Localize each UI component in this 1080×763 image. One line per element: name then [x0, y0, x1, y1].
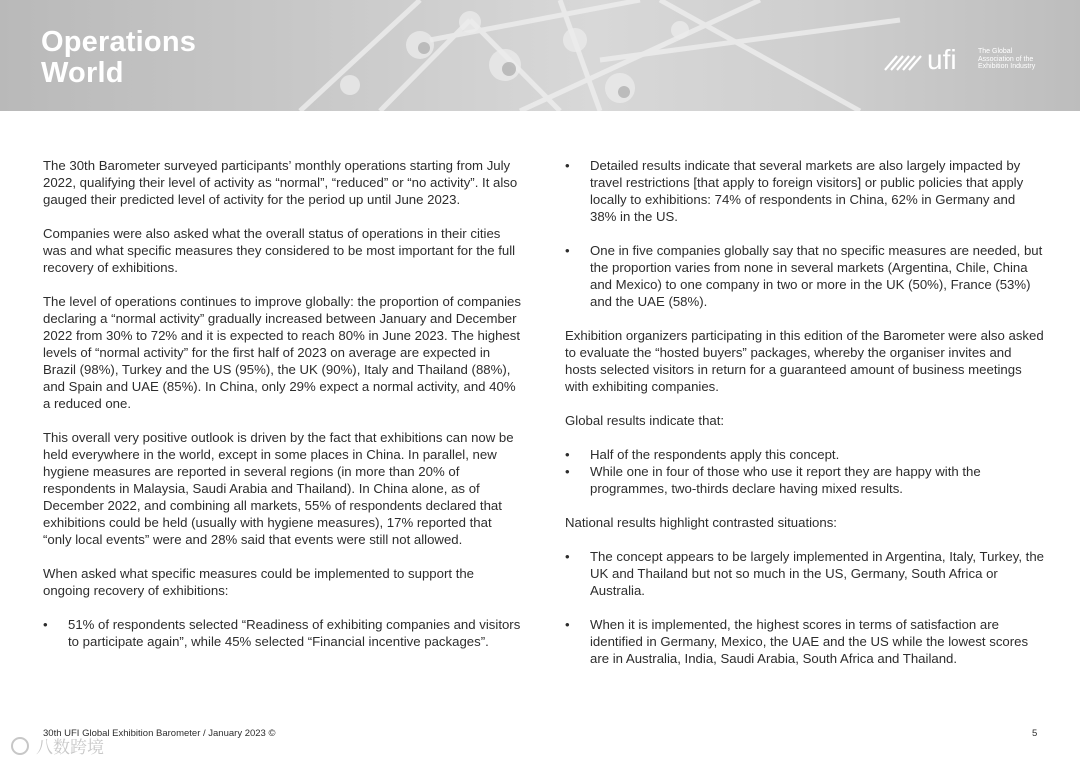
header-banner: [0, 0, 1080, 111]
ufi-logo-mark: [883, 44, 975, 72]
watermark-icon: [12, 738, 28, 754]
right-bullet-2: • One in five companies globally say that no specific measures are needed, but the proportion varies from none in several markets (Argentina, Chile, China and Mexico) to one company in two or more in the UK (50%), France (53%) and the UAE (58%).: [565, 242, 1045, 310]
logo-tagline-line-2: Association of the: [978, 55, 1034, 63]
left-paragraph-2: Companies were also asked what the overall status of operations in their cities was and what specific measures they considered to be most important for the full recovery of exhibitions.: [43, 226, 516, 275]
left-bullet-list: [43, 616, 523, 650]
left-paragraph-3: The level of operations continues to improve globally: the proportion of companies declaring a “normal activity” gradually increased between January and December 2022 from 30% to 72% and it is expected to reach 80% in June 2023. The highest levels of “normal activity” for the first half of 2023 on average are expected in Brazil (98%), Turkey and the US (95%), the UK (90%), Italy and Thailand (88%), and Spain and UAE (85%). In China, only 29% expect a normal activity, and 40% a reduced one.: [43, 294, 521, 411]
ufi-logo: [883, 42, 1053, 74]
left-paragraph-4: This overall very positive outlook is driven by the fact that exhibitions can now be held everywhere in the world, except in some places in China. In parallel, new hygiene measures are reported in several regions (in more than 20% of respondents in Malaysia, Saudi Arabia and Thailand). In China alone, as of December 2022, and combining all markets, 55% of respondents declared that exhibitions could be held (usually with hygiene measures), 17% reported that “only local events” were and 28% said that events were still not allowed.: [43, 430, 514, 547]
watermark-text: 八数跨境: [36, 738, 104, 758]
left-column: [43, 157, 523, 667]
right-bullet-4: • While one in four of those who use it report they are happy with the programmes, two-thirds declare having mixed results.: [565, 463, 1045, 497]
logo-tagline: [978, 48, 1058, 71]
right-paragraph-2: Global results indicate that:: [565, 413, 725, 428]
right-bullet-1: • Detailed results indicate that several markets are also largely impacted by travel restrictions [that apply to foreign visitors] or public policies that apply locally to exhibitions: 74% of respondents in China, 62% in Germany and 38% in the US.: [565, 157, 1045, 225]
left-bullet-1: • 51% of respondents selected “Readiness of exhibiting companies and visitors to participate again”, while 45% selected “Financial incentive packages”.: [43, 616, 523, 650]
right-bullet-list-2: [565, 446, 1045, 497]
ufi-logo-wordmark: ufi: [927, 44, 957, 72]
right-bullet-list-3: [565, 548, 1045, 667]
left-paragraph-1: The 30th Barometer surveyed participants’ monthly operations starting from July 2022, qualifying their level of activity as “normal”, “reduced” or “no activity”. It also gauged their predicted level of activity for the period up until June 2023.: [43, 158, 518, 207]
logo-tagline-line-1: The Global: [978, 48, 1013, 55]
right-paragraph-3: National results highlight contrasted situations:: [565, 515, 837, 530]
right-bullet-list-1: [565, 157, 1045, 310]
left-paragraph-5: When asked what specific measures could be implemented to support the ongoing recovery of exhibitions:: [43, 566, 475, 598]
title-line-1: Operations: [41, 26, 197, 58]
right-bullet-3: • Half of the respondents apply this concept.: [565, 446, 1045, 463]
right-bullet-5: • The concept appears to be largely implemented in Argentina, Italy, Turkey, the UK and Thailand but not so much in the US, Germany, South Africa or Australia.: [565, 548, 1045, 599]
title-line-2: World: [41, 57, 124, 89]
right-column: [565, 157, 1045, 684]
page-title: [41, 27, 196, 89]
footer-source: 30th UFI Global Exhibition Barometer / January 2023 ©: [43, 728, 276, 739]
logo-tagline-line-3: Exhibition Industry: [978, 63, 1036, 70]
watermark: [8, 733, 128, 759]
right-paragraph-1: Exhibition organizers participating in this edition of the Barometer were also asked to evaluate the “hosted buyers” packages, whereby the organiser invites and hosts selected visitors in return for a guaranteed amount of business meetings with exhibiting companies.: [565, 328, 1044, 394]
right-bullet-6: • When it is implemented, the highest scores in terms of satisfaction are identified in Germany, Mexico, the UAE and the US while the lowest scores are in Australia, India, Saudi Arabia, South Africa and Thailand.: [565, 616, 1045, 667]
page-number: 5: [1032, 728, 1038, 739]
